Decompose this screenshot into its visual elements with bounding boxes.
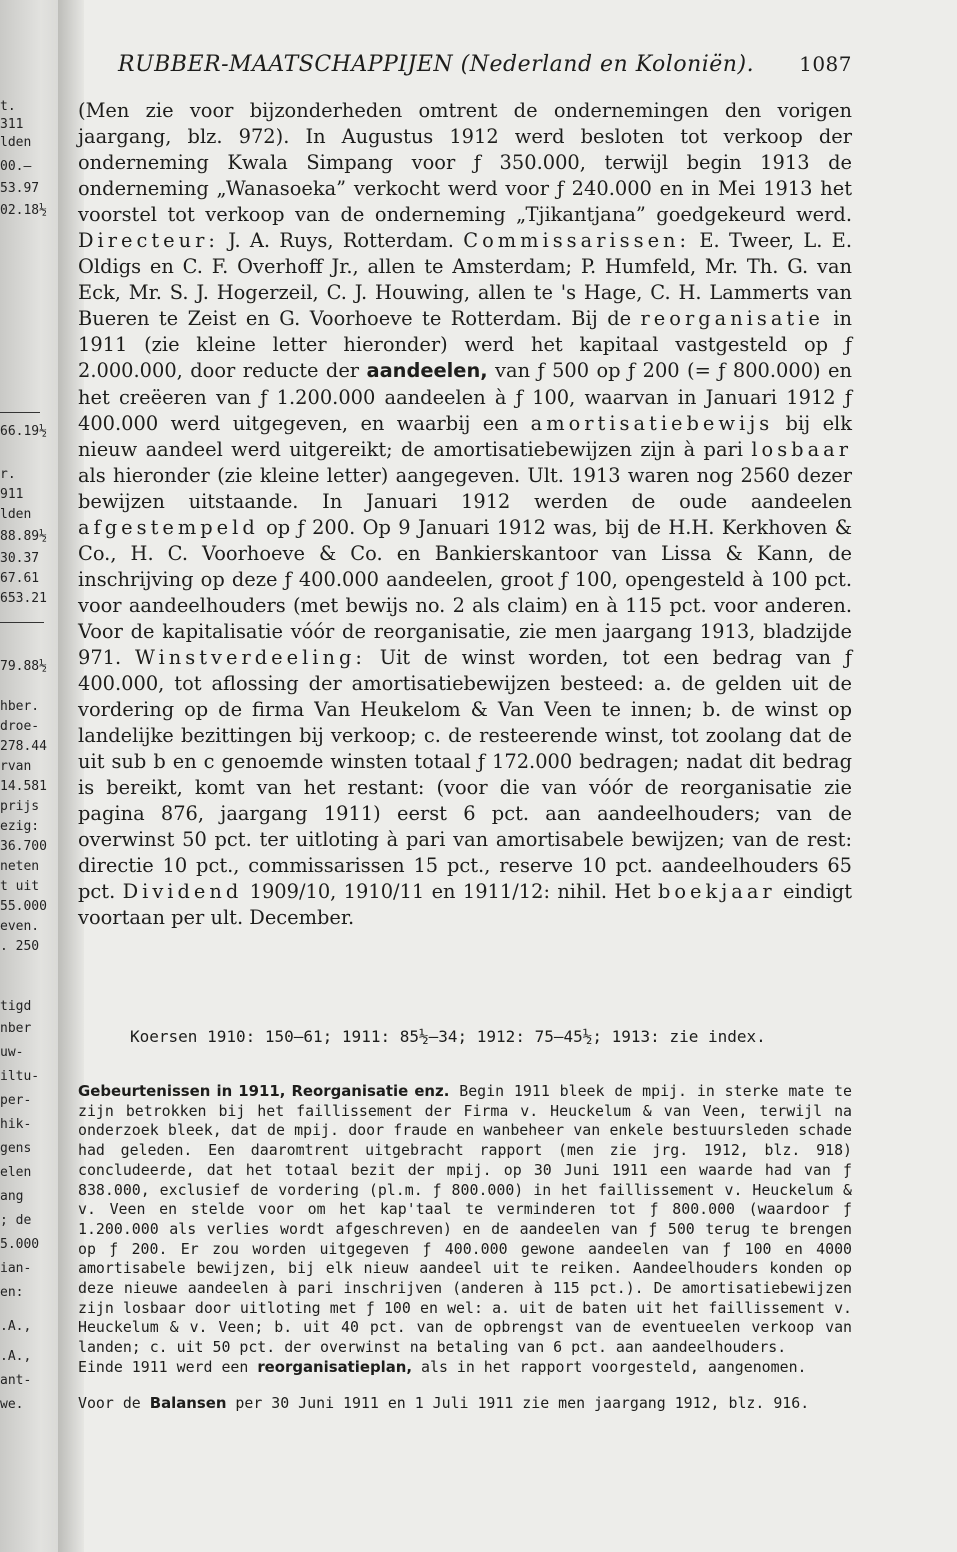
margin-fragment: elen <box>0 1165 32 1180</box>
page-number: 1087 <box>799 52 852 76</box>
margin-fragment: t. <box>0 99 16 114</box>
margin-fragment: prijs <box>0 799 40 814</box>
label-amortisatiebewijs: amortisatiebewijs <box>530 411 774 435</box>
label-winstverdeeling: Winstverdeeling: <box>135 645 366 669</box>
label-commissarissen: Commissarissen: <box>463 229 691 253</box>
margin-fragment: .A., <box>0 1319 32 1334</box>
margin-fragment: rvan <box>0 759 32 774</box>
heading-reorganisatieplan: reorganisatieplan, <box>257 1357 413 1376</box>
label-reorganisatie: reorganisatie <box>640 307 824 331</box>
margin-fragment: 79.88½ <box>0 659 47 674</box>
adjacent-page-margin <box>0 0 58 1552</box>
text-span: Uit de winst worden, tot een bedrag van ƒ 400.000, tot aflossing der amortisatiebewijzen besteed: a. de gelden uit de vordering op de firma Van Heukelom & Van Veen te innen; b. de winst op landelijke bezittingen bij verkoop; c. de resteerende winst, tot zoolang dat de uit sub b en c genoemde winsten totaal ƒ 172.000 bedragen; nadat dit bedrag is bereikt, komt van het restant: (voor die van vóór de reorganisatie zie pagina 876, jaargang 1911) eerst 6 pct. aan aandeelhouders; van de overwinst 50 pct. ter uitloting à pari van amortisabele bewijzen; van de rest: directie 10 pct., commissarissen 15 pct., reserve 10 pct. aandeelhouders 65 pct. <box>78 645 853 904</box>
label-boekjaar: boekjaar <box>657 880 776 904</box>
margin-fragment: we. <box>0 1397 24 1412</box>
margin-fragment: 911 <box>0 487 24 502</box>
text-span: bij elk nieuw aandeel werd uitgereikt; de amortisatiebewijzen zijn à pari <box>78 411 853 461</box>
margin-fragment: lden <box>0 135 32 150</box>
margin-fragment: hik- <box>0 1117 32 1132</box>
margin-fragment: 653.21 <box>0 591 47 606</box>
margin-rule <box>0 622 44 623</box>
margin-fragment: neten <box>0 859 40 874</box>
margin-fragment: ; de <box>0 1213 32 1228</box>
label-aandeelen: aandeelen, <box>366 359 488 383</box>
margin-fragment: 311 <box>0 117 24 132</box>
main-paragraph <box>78 98 852 932</box>
margin-fragment: ang <box>0 1189 24 1204</box>
margin-fragment: gens <box>0 1141 32 1156</box>
margin-fragment: en: <box>0 1285 24 1300</box>
margin-fragment: uw- <box>0 1045 24 1060</box>
text-span: per 30 Juni 1911 en 1 Juli 1911 zie men jaargang 1912, blz. 916. <box>226 1393 810 1412</box>
small-paragraph-gebeurtenissen <box>78 1082 852 1358</box>
text-span: E. Tweer, L. E. Oldigs en C. F. Overhoff Jr., allen te Amsterdam; P. Humfeld, Mr. Th. G. van Eck, Mr. S. J. Hogerzeil, C. J. Houwing, allen te 's Hage, C. H. Lammerts van Bueren te Zeist en G. Voorhoeve te Rotterdam. Bij de <box>78 229 852 331</box>
text-span: als in het rapport voorgesteld, aangenomen. <box>412 1357 807 1376</box>
text-span: als hieronder (zie kleine letter) aangegeven. Ult. 1913 waren nog 2560 dezer bewijzen uitstaande. In Januari 1912 werden de oude aandeelen <box>78 463 852 513</box>
main-body-text <box>78 98 852 932</box>
text-span: in 1911 (zie kleine letter hieronder) werd het kapitaal vastgesteld op ƒ 2.000.000, door reducte der <box>78 307 852 383</box>
margin-fragment: ant- <box>0 1373 32 1388</box>
margin-fragment: ian- <box>0 1261 32 1276</box>
margin-fragment: 14.581 <box>0 779 47 794</box>
page-header <box>118 52 852 82</box>
small-print-section <box>78 1082 852 1413</box>
margin-fragment: per- <box>0 1093 32 1108</box>
margin-fragment: 53.97 <box>0 181 40 196</box>
running-title: RUBBER-MAATSCHAPPIJEN (Nederland en Koloniën). <box>118 52 755 77</box>
margin-fragment: t uit <box>0 879 40 894</box>
text-span: op ƒ 200. Op 9 Januari 1912 was, bij de H.H. Kerkhoven & Co., H. C. Voorhoeve & Co. en Bankierskantoor van Lissa & Kann, de inschrijving op deze ƒ 400.000 aandeelen, groot ƒ 100, opengesteld à 100 pct. voor aandeelhouders (met bewijs no. 2 als claim) en à 115 pct. voor anderen. Voor de kapitalisatie vóór de reorganisatie, zie men jaargang 1913, bladzijde 971. <box>78 515 852 669</box>
margin-fragment: nber <box>0 1021 32 1036</box>
margin-fragment: ezig: <box>0 819 40 834</box>
label-afgestempeld: afgestempeld <box>78 515 259 539</box>
margin-fragment: tigd <box>0 999 32 1014</box>
margin-fragment: droe- <box>0 719 40 734</box>
margin-fragment: .A., <box>0 1349 32 1364</box>
margin-fragment: 66.19½ <box>0 424 47 439</box>
margin-fragment: 55.000 <box>0 899 47 914</box>
margin-fragment: 02.18½ <box>0 203 47 218</box>
margin-fragment: 00.– <box>0 159 32 174</box>
margin-fragment: iltu- <box>0 1069 40 1084</box>
small-paragraph-balansen <box>78 1394 852 1414</box>
text-span: van ƒ 500 op ƒ 200 (= ƒ 800.000) en het creëeren van ƒ 1.200.000 aandeelen à ƒ 100, waarvan in Januari 1912 ƒ 400.000 werd uitgegeven, en waarbij een <box>78 359 853 435</box>
margin-fragment: hber. <box>0 699 40 714</box>
margin-fragment: . 250 <box>0 939 40 954</box>
margin-fragment: 5.000 <box>0 1237 40 1252</box>
text-span: J. A. Ruys, Rotterdam. <box>218 229 464 253</box>
text-span: (Men zie voor bijzonderheden omtrent de ondernemingen den vorigen jaargang, blz. 972). In Augustus 1912 werd besloten tot verkoop der onderneming Kwala Simpang voor ƒ 350.000, terwijl begin 1913 de onderneming „Wanasoeka” verkocht werd voor ƒ 240.000 en in Mei 1913 het voorstel tot verkoop van de onderneming „Tjikantjana” goedgekeurd werd. <box>78 99 852 227</box>
label-dividend: Dividend <box>122 880 243 904</box>
text-span: 1909/10, 1910/11 en 1911/12: nihil. Het <box>242 880 658 904</box>
text-span: Begin 1911 bleek de mpij. in sterke mate te zijn betrokken bij het faillissement der Firma v. Heuckelum & van Veen, terwijl na onderzoek bleek, dat de mpij. door fraude en wanbeheer van enkele bestuursleden schade had geleden. Een daaromtrent uitgebracht rapport (men zie jrg. 1912, blz. 918) concludeerde, dat het totaal bezit der mpij. op 30 Juni 1911 een waarde had van ƒ 838.000, exclusief de vordering (pl.m. ƒ 800.000) in het faillissement v. Heuckelum & v. Veen en stelde voor om het kap'taal te verminderen tot ƒ 800.000 (waardoor ƒ 1.200.000 als verlies wordt afgeschreven) en de aandeelen van ƒ 500 terug te brengen op ƒ 200. Er zou worden uitgegeven ƒ 400.000 gewone aandeelen van ƒ 100 en 4000 amortisabele bewijzen, bij elk nieuw aandeel uit te reiken. Aandeelhouders konden op deze nieuwe aandeelen à pari inschrijven (anderen à 115 pct.). De amortisatiebewijzen zijn losbaar door uitloting met ƒ 100 en wel: a. uit de baten uit het faillissement v. Heuckelum & v. Veen; b. uit 40 pct. van de opbrengst van de eventueelen verkoop van landen; c. uit 50 pct. der overwinst na betaling van 6 pct. aan aandeelhouders. <box>78 1082 852 1357</box>
text-span: eindigt voortaan per ult. December. <box>78 880 852 930</box>
margin-fragment: 30.37 <box>0 551 40 566</box>
margin-fragment: 67.61 <box>0 571 40 586</box>
label-directeur: Directeur: <box>78 229 219 253</box>
margin-fragment: 278.44 <box>0 739 47 754</box>
margin-fragment: r. <box>0 467 16 482</box>
koersen-line: Koersen 1910: 150–61; 1911: 85½–34; 1912: 75–45½; 1913: zie index. <box>130 1027 766 1046</box>
heading-gebeurtenissen: Gebeurtenissen in 1911, Reorganisatie enz. <box>78 1082 450 1100</box>
margin-fragment: 88.89½ <box>0 529 47 544</box>
margin-fragment: 36.700 <box>0 839 47 854</box>
small-paragraph-reorganisatieplan <box>78 1358 852 1378</box>
text-span: Einde 1911 werd een <box>78 1357 258 1376</box>
margin-rule <box>0 412 40 413</box>
margin-fragment: even. <box>0 919 40 934</box>
label-losbaar: losbaar <box>751 437 852 461</box>
text-span: Voor de <box>78 1393 150 1412</box>
heading-balansen: Balansen <box>149 1393 227 1412</box>
margin-fragment: lden <box>0 507 32 522</box>
